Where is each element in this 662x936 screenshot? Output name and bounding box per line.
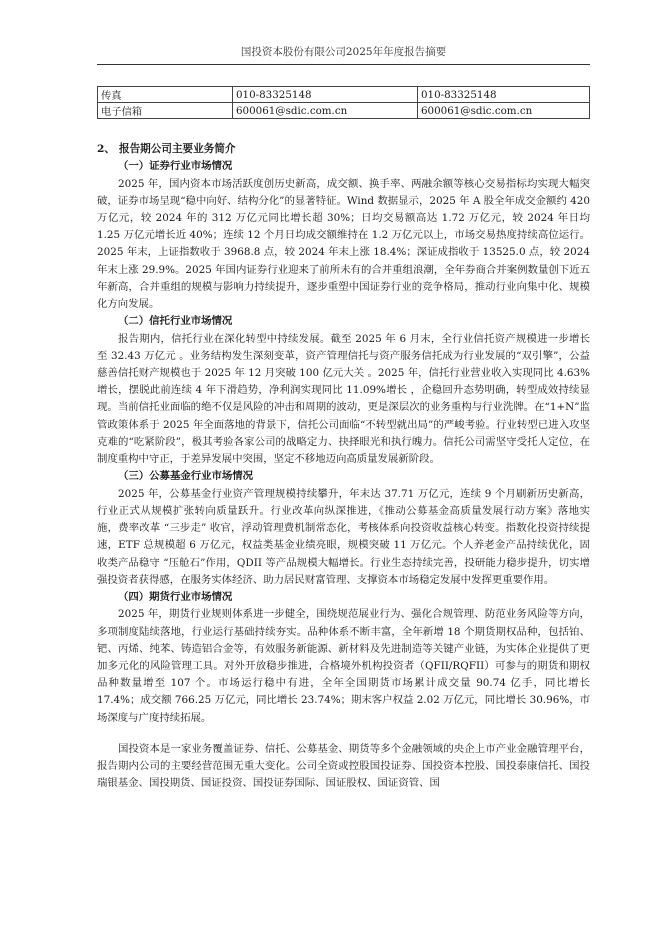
section-heading <box>97 140 590 158</box>
paragraph-public-fund: 2025 年，公募基金行业资产管理规模持续攀升，年末达 37.71 万亿元，连续 9 个月刷新历史新高，行业正式从规模扩张转向质量跃升。行业改革向纵深推进，《推动公募基金高质量发展行动方案》落地实施，费率改革 “三步走” 收官，浮动管理费机制常态化，考核体系向投资收益核心转变。指数化投资持续提速，ETF 总规模超 6 万亿元，权益类基金业绩亮眼，规模突破 11 万亿元。个人养老金产品持续优化，固收类产品稳守 “压舱石”作用，QDII 等产品规模大幅增长。行业生态持续完善，投研能力稳步提升，切实增强投资者获得感，在服务实体经济、助力居民财富管理、支撑资本市场稳定发展中发挥更重要作用。 <box>97 487 590 586</box>
section-title: 报告期公司主要业务简介 <box>119 143 236 155</box>
table-row <box>98 87 590 103</box>
contact-table <box>97 86 590 119</box>
table-row <box>98 103 590 119</box>
table-cell-value: 010-83325148 <box>418 87 590 103</box>
subsection-heading-securities: （一）证券行业市场情况 <box>118 160 233 172</box>
subsection-heading-trust: （二）信托行业市场情况 <box>118 315 233 328</box>
main-content <box>97 140 590 793</box>
paragraph-company-overview: 国投资本是一家业务覆盖证券、信托、公募基金、期货等多个金融领域的央企上市产业金融管理平台，报告期内公司的主要经营范围无重大变化。公司全资或控股国投证券、国投资本控股、国投泰康信托、国投瑞银基金、国投期货、国证投资、国投证券国际、国证股权、国证资管、国 <box>97 742 590 790</box>
header-title: 国投资本股份有限公司2025年年度报告摘要 <box>240 46 447 58</box>
paragraph-futures: 2025 年，期货行业规则体系进一步健全，围绕规范展业行为、强化合规管理、防范业务风险等方向，多项制度陆续落地，行业运行基础持续夯实。品种体系不断丰富，全年新增 18 个期货期权品种，包括铂、钯、丙烯、纯苯、铸造铝合金等，有效服务新能源、新材料及先进制造等关键产业链，为实体企业提供了更加多元化的风险管理工具。对外开放稳步推进，合格境外机构投资者（QFII/RQFII）可参与的期货和期权品种数量增至 107 个。市场运行稳中有进，全年全国期货市场累计成交量 90.74 亿手，同比增长 17.4%；成交额 766.25 万亿元，同比增长 23.74%；期末客户权益 2.02 万亿元，同比增长 30.96%，市场深度与广度持续拓展。 <box>97 608 590 724</box>
paragraph-trust: 报告期内，信托行业在深化转型中持续发展。截至 2025 年 6 月末，全行业信托资产规模进一步增长至 32.43 万亿元 。业务结构发生深刻变革，资产管理信托与资产服务信托成为行业发展的“双引擎”，公益慈善信托财产规模也于 2025 年 12 月突破 100 亿元大关 。2025 年，信托行业营业收入实现同比 4.63%增长，摆脱此前连续 4 年下滑趋势，净利润实现同比 11.09%增长 ，企稳回升态势明确，转型成效持续显现。当前信托业面临的绝不仅是风险的冲击和周期的波动，更是深层次的业务重构与行业洗牌。在“1+N”监管政策体系于 2025 年全面落地的背景下，信托公司面临“不转型就出局”的严峻考验。行业转型已进入攻坚克难的“吃紧阶段”，极其考验各家公司的战略定力、抉择眼光和执行魄力。信托公司需坚守受托人定位，在制度重构中守正，于差异发展中突围，坚定不移地迈向高质量发展新阶段。 <box>97 332 591 466</box>
table-cell-value: 010-83325148 <box>233 87 418 103</box>
table-cell-value: 600061@sdic.com.cn <box>418 103 590 119</box>
subsection-heading-futures: （四）期货行业市场情况 <box>118 590 233 603</box>
table-cell-label: 传真 <box>98 87 233 103</box>
table-cell-value: 600061@sdic.com.cn <box>233 103 418 119</box>
subsection-heading-public-fund: （三）公募基金行业市场情况 <box>118 470 254 483</box>
paragraph-securities: 2025 年，国内资本市场活跃度创历史新高，成交额、换手率、两融余额等核心交易指标均实现大幅突破，证券市场呈现“稳中向好、结构分化”的显著特征。Wind 数据显示，2025 年 A 股全年成交金额约 420 万亿元，较 2024 年的 312 万亿元同比增长超 30%；日均交易额高达 1.72 万亿元，较 2024 年日均 1.25 万亿元增长近 40%；连续 12 个月日均成交额维持在 1.2 万亿元以上，市场交易热度持续高位运行。2025 年末，上证指数收于 3968.8 点，较 2024 年末上涨 18.4%；深证成指收于 13525.0 点，较 2024 年末上涨 29.9%。2025 年国内证券行业迎来了前所未有的合并重组浪潮，全年券商合并案例数量创下近五年新高，合并重组的规模与影响力持续提升，逐步重塑中国证券行业的竞争格局，推动行业向集中化、规模化方向发展。 <box>97 177 590 310</box>
section-number: 2、 <box>97 143 115 155</box>
page-header <box>97 44 590 65</box>
table-cell-label: 电子信箱 <box>98 103 233 119</box>
